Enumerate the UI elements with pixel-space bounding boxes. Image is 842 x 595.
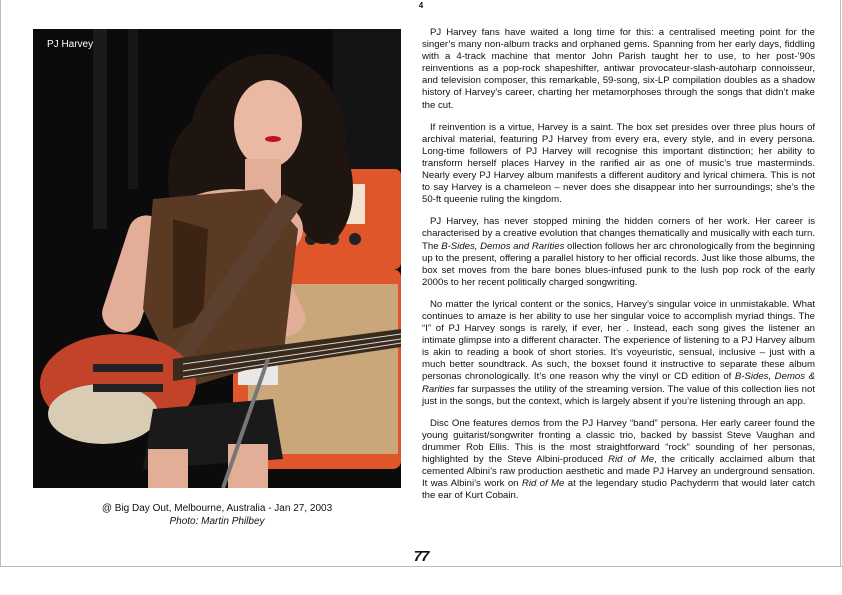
article-paragraph xyxy=(422,418,815,503)
article-text-run: No matter the lyrical content or the sonics, Harvey’s singular voice in unmistakable. What continues to amaze is her ability to use her singular voice to accomplish myriad things. The “I” of PJ Harvey songs is rarely, if ever, her . Instead, each song gives the listener an intimate glimpse into a different character. The experience of listening to a PJ Harvey album is akin to reading a book of short stories. It’s voyeuristic, sensual, inclusive – just with a much better soundtrack. As such, the boxset found it instructive to separate these album personas chronologically. It’s one reason why the vinyl or CD edition of xyxy=(422,298,815,383)
concert-photo-illustration xyxy=(33,29,401,488)
photo-caption xyxy=(33,502,401,528)
page-number: 77 xyxy=(413,548,429,565)
article-text-run: Disc One features demos from the PJ Harvey “band” persona. Her early career found the young guitarist/songwriter fronting a classic trio, backed by bassist Steve Vaughan and drummer Rob Ellis. This is the most straightforward “rock” sounding of her personas, highlighted by the Steve Albini-produced xyxy=(422,417,815,465)
photo-label: PJ Harvey xyxy=(47,39,94,50)
caption-location: @ Big Day Out, Melbourne, Australia - Jan 27, 2003 xyxy=(101,503,333,514)
article-title-reference: B-Sides, Demos and Rarities xyxy=(441,240,565,252)
article-paragraph xyxy=(422,122,815,207)
article-text-run: PJ Harvey fans have waited a long time for this: a centralised meeting point for the singer’s many non-album tracks and orphaned gems. Spanning from her early days, fiddling with a 4-track machine that mentor John Parish taught her to use, to her post-’90s reinventions as a pop-rock shapeshifter, antiwar provocateur-slash-autoharp connoisseur, and television composer, this remarkable, 59-song, six-LP compilation doubles as a shadow history of Harvey’s career, charting her metamorphoses through the songs that didn’t make the cut. xyxy=(422,27,815,111)
photo-credit: Photo: Martin Philbey xyxy=(169,516,265,527)
article-paragraph xyxy=(422,299,815,408)
concert-photo xyxy=(33,29,401,488)
article-title-reference: Rid of Me xyxy=(521,478,565,490)
page-right-border xyxy=(840,0,841,567)
page-bottom-border xyxy=(0,566,842,567)
article-paragraph xyxy=(422,27,815,112)
article-text-run: PJ Harvey, has never stopped mining the hidden corners of her work. Her career is characterised by a creative evolution that changes thematically and musically with each turn. The xyxy=(422,216,815,252)
article-paragraph xyxy=(422,216,815,289)
top-page-number: 4 xyxy=(418,1,424,10)
article-text-run: at the legendary studio Pachyderm that would later catch the ear of Kurt Cobain. xyxy=(422,478,816,502)
article-text-run: ollection follows her arc chronologically from the beginning up to the present, offering a parallel history to her official records. Just like those albums, the box set moves from the bare bones blues-infused punk to the lush pop rock of the early 2000s to her recent politically charged songwriting. xyxy=(422,240,816,288)
article-text-run: far surpasses the utility of the streaming version. The value of this collection lies not just in the songs, but the context, which is largely absent if you’re listening through an app. xyxy=(422,383,815,407)
article-title-reference: B-Sides, Demos & Rarities xyxy=(422,371,815,395)
article-title-reference: Rid of Me xyxy=(608,454,655,465)
article-text-run: If reinvention is a virtue, Harvey is a saint. The box set presides over three plus hours of archival material, featuring PJ Harvey from every era, every style, and in every persona. Long-time followers of PJ Harvey will recognise this important distinction; her ability to transform herself places Harvey in the rarified air as one of music’s true masterminds. Nearly every PJ Harvey album manifests a different auditory and lyrical chimera. This is not to say Harvey is a chameleon – never does she disappear into her surroundings; she’s the 50-ft queenie ruling the kingdom. xyxy=(422,121,815,206)
article-body xyxy=(422,27,815,512)
article-text-run: , the critically acclaimed album that cemented Albini’s raw production aesthetic and made PJ Harvey an underground sensation. It was Albini’s work on xyxy=(422,454,816,490)
page-left-border xyxy=(0,0,1,567)
